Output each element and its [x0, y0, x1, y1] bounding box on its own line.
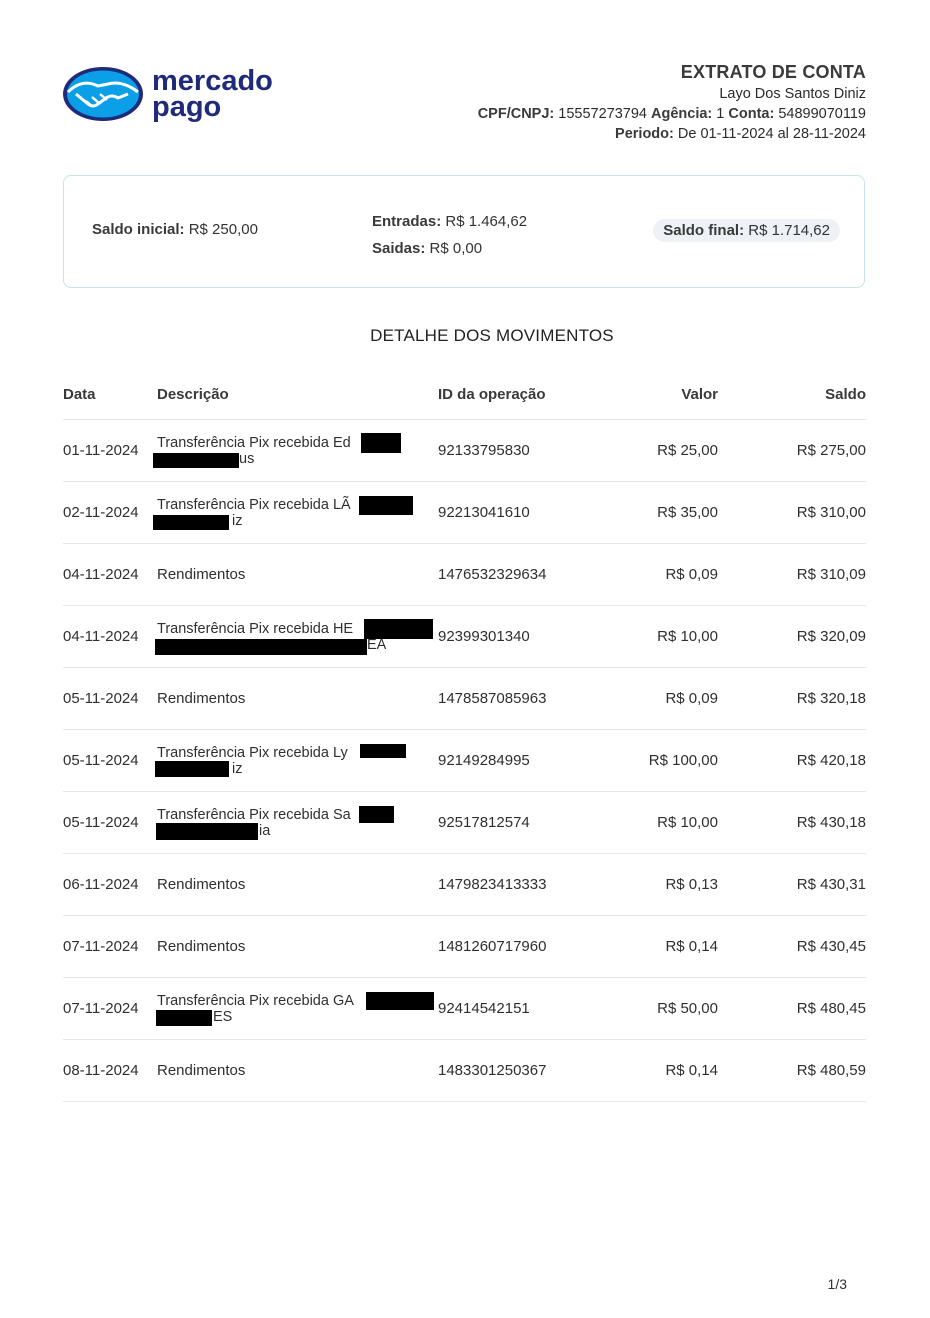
- row-saldo: R$ 310,00: [796, 504, 866, 521]
- table-row: [63, 482, 866, 544]
- entradas-label: Entradas:: [372, 213, 442, 230]
- row-saldo: R$ 480,45: [796, 1000, 866, 1017]
- row-valor: R$ 0,14: [665, 1062, 718, 1079]
- row-valor: R$ 0,14: [665, 938, 718, 955]
- cpf-value: 15557273794: [558, 106, 647, 122]
- row-date: 05-11-2024: [63, 752, 139, 769]
- account-details: [426, 104, 866, 124]
- row-operation-id: 92133795830: [438, 442, 530, 459]
- row-date: 05-11-2024: [63, 690, 139, 707]
- saldo-final-label: Saldo final:: [663, 222, 745, 239]
- table-row: [63, 978, 866, 1040]
- description-line2: iz: [232, 513, 243, 529]
- row-valor: R$ 50,00: [657, 1000, 718, 1017]
- row-saldo: R$ 420,18: [796, 752, 866, 769]
- row-operation-id: 92517812574: [438, 814, 530, 831]
- row-description: Rendimentos: [157, 1062, 246, 1079]
- saldo-final-badge: [653, 219, 840, 242]
- redaction-block: [360, 744, 406, 758]
- description-line2: iz: [232, 761, 243, 777]
- row-valor: R$ 10,00: [657, 814, 718, 831]
- row-saldo: R$ 310,09: [796, 566, 866, 583]
- row-saldo: R$ 430,18: [796, 814, 866, 831]
- page-title: EXTRATO DE CONTA: [680, 62, 866, 82]
- row-operation-id: 92149284995: [438, 752, 530, 769]
- agencia-value: 1: [716, 106, 725, 122]
- handshake-icon: [62, 64, 284, 126]
- row-valor: R$ 0,13: [665, 876, 718, 893]
- table-row: [63, 544, 866, 606]
- table-row: [63, 420, 866, 482]
- row-saldo: R$ 320,09: [796, 628, 866, 645]
- row-saldo: R$ 430,45: [796, 938, 866, 955]
- row-saldo: R$ 430,31: [796, 876, 866, 893]
- col-header-valor: Valor: [681, 386, 718, 403]
- agencia-label: Agência:: [651, 106, 713, 122]
- row-date: 05-11-2024: [63, 814, 139, 831]
- col-header-id: ID da operação: [438, 386, 546, 403]
- description-line2: ES: [213, 1009, 233, 1025]
- row-date: 04-11-2024: [63, 566, 139, 583]
- redaction-block: [156, 823, 258, 840]
- description-line1: Transferência Pix recebida Ly: [157, 745, 348, 761]
- row-date: 08-11-2024: [63, 1062, 139, 1079]
- redaction-block: [361, 433, 401, 453]
- brand-line1: mercado: [152, 65, 273, 97]
- row-date: 07-11-2024: [63, 938, 139, 955]
- row-description: [157, 792, 437, 853]
- description-line1: Transferência Pix recebida GA: [157, 993, 354, 1009]
- periodo-value: De 01-11-2024 al 28-11-2024: [677, 126, 866, 142]
- description-line1: Transferência Pix recebida Sa: [157, 807, 351, 823]
- row-operation-id: 1476532329634: [438, 566, 547, 583]
- conta-value: 54899070119: [778, 106, 866, 122]
- col-header-saldo: Saldo: [825, 386, 866, 403]
- entradas-value: R$ 1.464,62: [445, 213, 528, 230]
- row-valor: R$ 100,00: [648, 752, 718, 769]
- redaction-block: [156, 1010, 212, 1026]
- mercado-pago-logo: [62, 64, 284, 126]
- saldo-inicial: [92, 221, 258, 238]
- col-header-descricao: Descrição: [157, 386, 229, 403]
- section-title: DETALHE DOS MOVIMENTOS: [370, 326, 614, 345]
- row-description: Rendimentos: [157, 876, 246, 893]
- redaction-block: [359, 496, 413, 515]
- movements-summary: [372, 208, 527, 262]
- statement-header: [426, 62, 866, 144]
- row-operation-id: 1481260717960: [438, 938, 547, 955]
- redaction-block: [153, 453, 239, 468]
- row-date: 06-11-2024: [63, 876, 139, 893]
- page-number: 1/3: [827, 1276, 847, 1292]
- row-saldo: R$ 480,59: [796, 1062, 866, 1079]
- row-operation-id: 1479823413333: [438, 876, 547, 893]
- table-header: [63, 370, 866, 420]
- row-description: [157, 978, 437, 1039]
- row-date: 02-11-2024: [63, 504, 139, 521]
- row-valor: R$ 35,00: [657, 504, 718, 521]
- row-saldo: R$ 275,00: [796, 442, 866, 459]
- balance-summary: [63, 175, 865, 288]
- table-row: [63, 854, 866, 916]
- account-holder-name: Layo Dos Santos Diniz: [719, 86, 866, 102]
- row-operation-id: 92213041610: [438, 504, 530, 521]
- row-valor: R$ 0,09: [665, 690, 718, 707]
- row-operation-id: 92414542151: [438, 1000, 530, 1017]
- saldo-inicial-label: Saldo inicial:: [92, 221, 185, 238]
- movements-table: [63, 370, 866, 1102]
- redaction-block: [155, 761, 229, 777]
- saldo-inicial-value: R$ 250,00: [188, 221, 258, 238]
- description-line1: Transferência Pix recebida LÃ: [157, 497, 351, 513]
- table-row: [63, 1040, 866, 1102]
- entradas: [372, 208, 527, 235]
- row-description: [157, 606, 437, 667]
- row-description: [157, 482, 437, 543]
- conta-label: Conta:: [728, 106, 775, 122]
- table-row: [63, 668, 866, 730]
- saidas-value: R$ 0,00: [429, 240, 483, 257]
- description-line2: us: [239, 451, 255, 467]
- description-line2: ia: [259, 823, 271, 839]
- row-date: 04-11-2024: [63, 628, 139, 645]
- row-date: 01-11-2024: [63, 442, 139, 459]
- row-description: Rendimentos: [157, 938, 246, 955]
- redaction-block: [359, 806, 394, 823]
- row-valor: R$ 10,00: [657, 628, 718, 645]
- table-row: [63, 916, 866, 978]
- cpf-label: CPF/CNPJ:: [477, 106, 555, 122]
- description-line2: EA: [367, 637, 387, 653]
- row-saldo: R$ 320,18: [796, 690, 866, 707]
- row-operation-id: 1483301250367: [438, 1062, 547, 1079]
- table-row: [63, 730, 866, 792]
- row-valor: R$ 25,00: [657, 442, 718, 459]
- row-operation-id: 1478587085963: [438, 690, 547, 707]
- description-line1: Transferência Pix recebida HE: [157, 621, 354, 637]
- period: [426, 124, 866, 144]
- saidas-label: Saidas:: [372, 240, 426, 257]
- row-description: [157, 420, 437, 481]
- row-date: 07-11-2024: [63, 1000, 139, 1017]
- redaction-block: [155, 639, 367, 655]
- description-line1: Transferência Pix recebida Ed: [157, 435, 351, 451]
- row-description: Rendimentos: [157, 566, 246, 583]
- saldo-final-value: R$ 1.714,62: [748, 222, 830, 239]
- brand-line2: pago: [152, 91, 222, 123]
- saidas: [372, 235, 527, 262]
- periodo-label: Periodo:: [615, 126, 674, 142]
- row-description: [157, 730, 437, 791]
- row-description: Rendimentos: [157, 690, 246, 707]
- table-row: [63, 606, 866, 668]
- row-operation-id: 92399301340: [438, 628, 530, 645]
- col-header-data: Data: [63, 386, 96, 403]
- redaction-block: [364, 619, 433, 639]
- row-valor: R$ 0,09: [665, 566, 718, 583]
- table-row: [63, 792, 866, 854]
- redaction-block: [366, 992, 434, 1010]
- redaction-block: [153, 515, 229, 530]
